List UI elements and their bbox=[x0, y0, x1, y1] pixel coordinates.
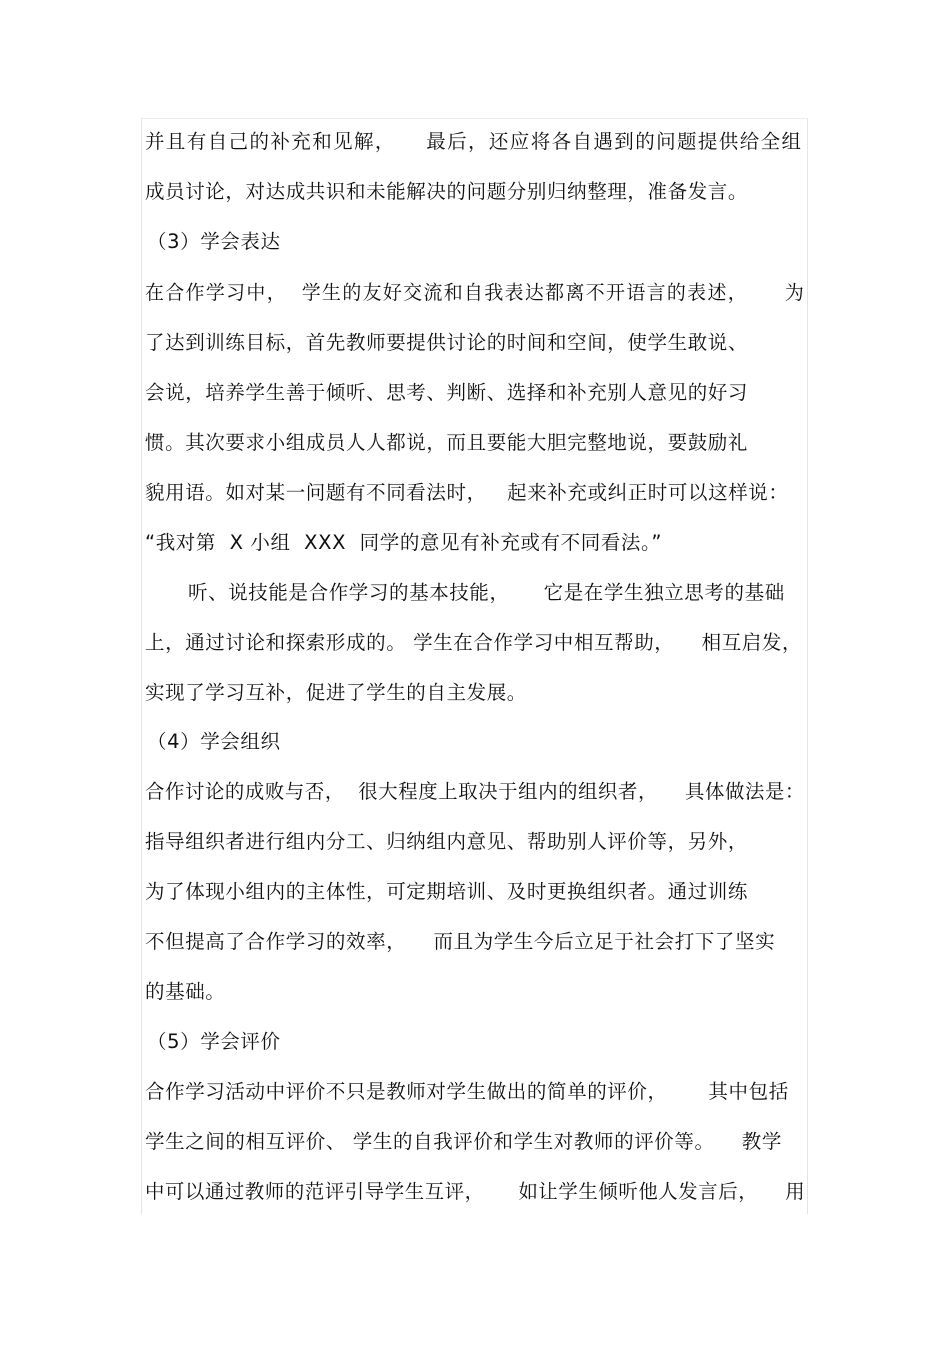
paragraph-line: 合作学习活动中评价不只是教师对学生做出的简单的评价， 其中包括 bbox=[145, 1080, 789, 1103]
paragraph-line: 指导组织者进行组内分工、归纳组内意见、帮助别人评价等，另外， bbox=[145, 830, 749, 853]
paragraph-line: 上，通过讨论和探索形成的。 学生在合作学习中相互帮助， 相互启发， bbox=[145, 631, 803, 654]
paragraph-line: 的基础。 bbox=[145, 980, 226, 1003]
section-heading-organize: （4）学会组织 bbox=[147, 730, 281, 753]
paragraph-line: 貌用语。如对某一问题有不同看法时， 起来补充或纠正时可以这样说： bbox=[145, 481, 789, 504]
paragraph-line: 了达到训练目标，首先教师要提供讨论的时间和空间，使学生敢说、 bbox=[145, 331, 749, 354]
paragraph-line: 在合作学习中， 学生的友好交流和自我表达都离不开语言的表述， 为 bbox=[145, 281, 806, 304]
paragraph-line: 为了体现小组内的主体性，可定期培训、及时更换组织者。通过训练 bbox=[145, 880, 749, 903]
section-heading-evaluate: （5）学会评价 bbox=[147, 1030, 281, 1053]
paragraph-line: 中可以通过教师的范评引导学生互评， 如让学生倾听他人发言后， 用 bbox=[145, 1180, 806, 1203]
paragraph-line: 听、说技能是合作学习的基本技能， 它是在学生独立思考的基础 bbox=[188, 581, 785, 604]
paragraph-line: 合作讨论的成败与否， 很大程度上取决于组内的组织者， 具体做法是： bbox=[145, 780, 805, 803]
paragraph-line: 不但提高了合作学习的效率， 而且为学生今后立足于社会打下了坚实 bbox=[145, 930, 776, 953]
paragraph-line: 会说，培养学生善于倾听、思考、判断、选择和补充别人意见的好习 bbox=[145, 381, 749, 404]
paragraph-line: 惯。其次要求小组成员人人都说，而且要能大胆完整地说，要鼓励礼 bbox=[145, 431, 749, 454]
paragraph-line: 学生之间的相互评价、 学生的自我评价和学生对教师的评价等。 教学 bbox=[145, 1130, 782, 1153]
paragraph-line: 并且有自己的补充和见解， 最后，还应将各自遇到的问题提供给全组 bbox=[145, 130, 803, 153]
paragraph-line: 成员讨论，对达成共识和未能解决的问题分别归纳整理，准备发言。 bbox=[145, 180, 749, 203]
quote-line: “我对第 X 小组 XXX 同学的意见有补充或有不同看法。” bbox=[145, 531, 663, 554]
section-heading-express: （3）学会表达 bbox=[147, 230, 281, 253]
paragraph-line: 实现了学习互补，促进了学生的自主发展。 bbox=[145, 681, 527, 704]
